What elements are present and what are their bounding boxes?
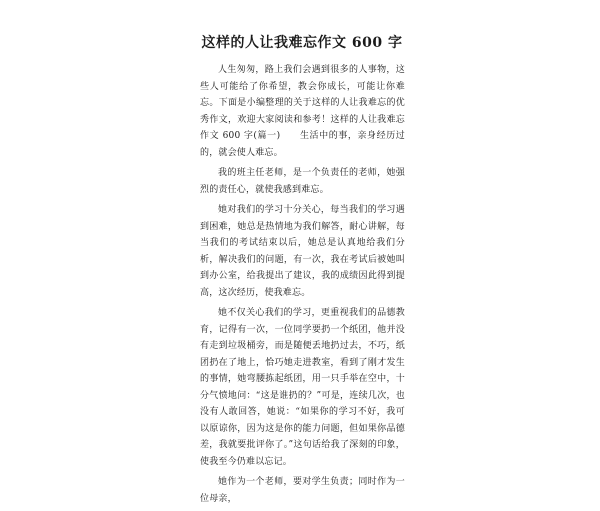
paragraph-1: 人生匆匆，路上我们会遇到很多的人事物，这些人可能给了你希望，教会你成长，可能让你难忘。下面是小编整理的关于这样的人让我难忘的优秀作文，欢迎大家阅读和参考！这样的人让我难忘作文 600 字(篇一) 生活中的事，亲身经历过的，就会使人难忘。 (200, 65, 405, 158)
paragraph-5: 她作为一个老师，要对学生负责；同时作为一位母亲， (200, 477, 405, 504)
document-body (200, 34, 405, 511)
paragraph-2: 我的班主任老师，是一个负责任的老师，她强烈的责任心，就使我感到难忘。 (200, 168, 405, 195)
document-title: 这样的人让我难忘作文 600 字 (201, 35, 403, 51)
paragraph-3: 她对我们的学习十分关心，每当我们的学习遇到困难，她总是热情地为我们解答，耐心讲解，每当我们的考试结束以后，她总是认真地给我们分析，解决我们的问题，有一次，我在考试后被她叫到办公室，给我提出了建议，我的成绩因此得到提高，这次经历，使我难忘。 (200, 205, 405, 298)
paragraph-4: 她不仅关心我们的学习，更重视我们的品德教育，记得有一次，一位同学要扔一个纸团，他并没有走到垃圾桶旁，而是随便丢地扔过去，不巧，纸团扔在了地上，恰巧她走进教室，看到了刚才发生的事情，她弯腰拣起纸团，用一只手举在空中，十分气愤地问：“这是谁扔的？”可是，连续几次，也没有人敢回答，她说：“如果你的学习不好，我可以原谅你，因为这是你的能力问题，但如果你品德差，我就要批评你了。”这句话给我了深刻的印象，使我至今仍难以忘记。 (200, 308, 405, 467)
